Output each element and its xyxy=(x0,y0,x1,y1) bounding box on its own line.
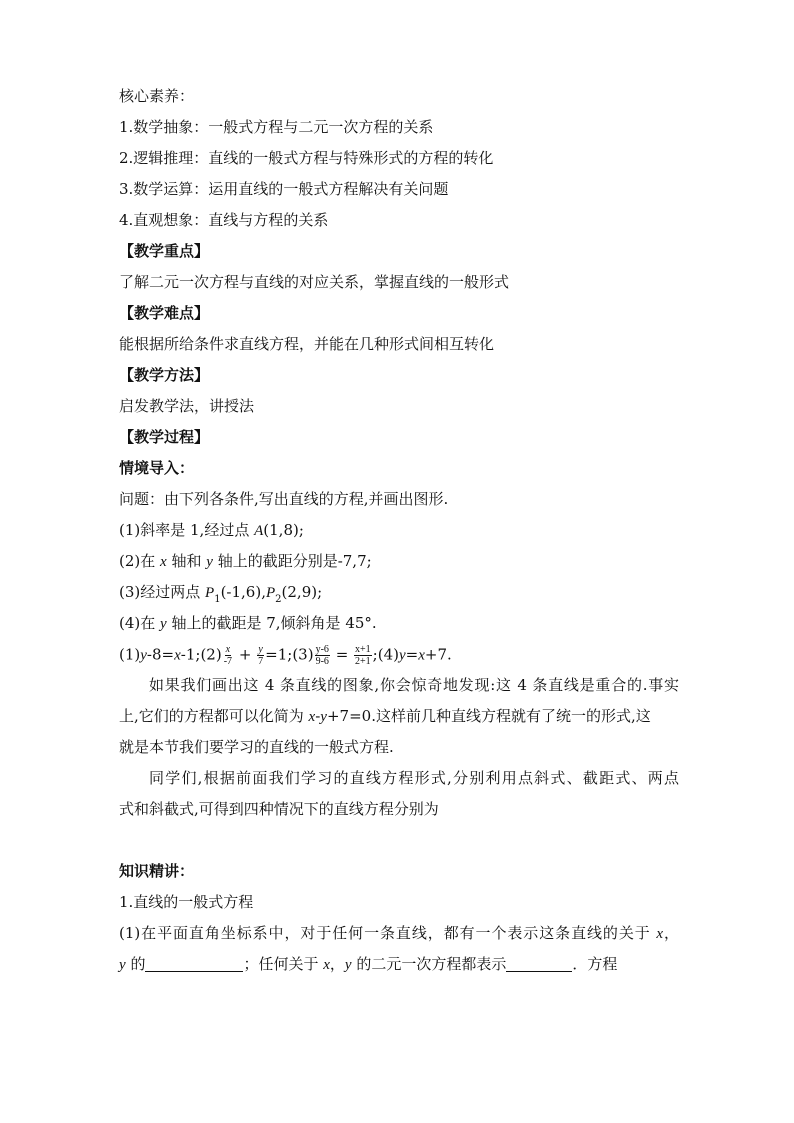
difficulties-heading: 【教学难点】 xyxy=(119,304,210,322)
core-item-1: 1.数学抽象：一般式方程与二元一次方程的关系 xyxy=(119,118,434,136)
key-points-text: 了解二元一次方程与直线的对应关系，掌握直线的一般形式 xyxy=(119,273,510,291)
paragraph-1-line-1: 如果我们画出这 4 条直线的图象,你会惊奇地发现:这 4 条直线是重合的.事实 xyxy=(149,676,679,694)
key-points-heading: 【教学重点】 xyxy=(119,242,210,260)
fill-in-blank-2[interactable] xyxy=(506,955,572,972)
question-1: (1)斜率是 1,经过点 A(1,8); xyxy=(119,521,304,539)
fraction-y-over-7: $\frac{y}{7}$ xyxy=(258,644,264,667)
intro-question: 问题：由下列各条件,写出直线的方程,并画出图形. xyxy=(119,490,449,508)
spacer xyxy=(119,830,679,861)
paragraph-2-line-2: 式和斜截式,可得到四种情况下的直线方程分别为 xyxy=(119,800,439,818)
methods-text: 启发教学法，讲授法 xyxy=(119,397,255,415)
knowledge-subheading: 1.直线的一般式方程 xyxy=(119,893,254,911)
fraction-x1-over-21: $\frac{x+1}{2+1}$ xyxy=(355,644,371,667)
question-3: (3)经过两点 $P_1(-1,6),P_2(2,9)$; xyxy=(119,583,323,605)
question-4: (4)在 y 轴上的截距是 7,倾斜角是 45°. xyxy=(119,614,377,632)
knowledge-line-2: y 的 ；任何关于 x，y 的二元一次方程都表示 ．方程 xyxy=(119,955,618,973)
core-heading: 核心素养： xyxy=(119,87,195,105)
document-page xyxy=(119,86,679,985)
answer-equations: (1)y-8=x-1;(2) $\frac{x}{-7}$ + $\frac{y}{7}$ =1;(3) $\frac{y-6}{9-6}$ = $\frac{x+1}{2+1}$ ;(4)y=x+7. xyxy=(119,644,452,667)
fill-in-blank-1[interactable] xyxy=(145,955,243,972)
process-heading: 【教学过程】 xyxy=(119,428,210,446)
knowledge-line-1: (1)在平面直角坐标系中，对于任何一条直线，都有一个表示这条直线的关于 x， xyxy=(119,924,679,942)
difficulties-text: 能根据所给条件求直线方程，并能在几种形式间相互转化 xyxy=(119,335,495,353)
methods-heading: 【教学方法】 xyxy=(119,366,210,384)
fraction-y6-over-96: $\frac{y-6}{9-6}$ xyxy=(315,644,329,667)
knowledge-heading: 知识精讲： xyxy=(119,862,195,880)
core-item-4: 4.直观想象：直线与方程的关系 xyxy=(119,211,329,229)
fraction-x-over-neg7: $\frac{x}{-7}$ xyxy=(223,644,233,667)
question-2: (2)在 x 轴和 y 轴上的截距分别是-7,7; xyxy=(119,552,372,570)
core-item-2: 2.逻辑推理：直线的一般式方程与特殊形式的方程的转化 xyxy=(119,149,494,167)
paragraph-1-line-3: 就是本节我们要学习的直线的一般式方程. xyxy=(119,738,394,756)
core-item-3: 3.数学运算：运用直线的一般式方程解决有关问题 xyxy=(119,180,449,198)
paragraph-2-line-1: 同学们,根据前面我们学习的直线方程形式,分别利用点斜式、截距式、两点 xyxy=(149,769,679,787)
intro-heading: 情境导入： xyxy=(119,459,195,477)
paragraph-1-line-2: 上,它们的方程都可以化简为 x-y+7=0.这样前几种直线方程就有了统一的形式,这 xyxy=(119,707,651,725)
